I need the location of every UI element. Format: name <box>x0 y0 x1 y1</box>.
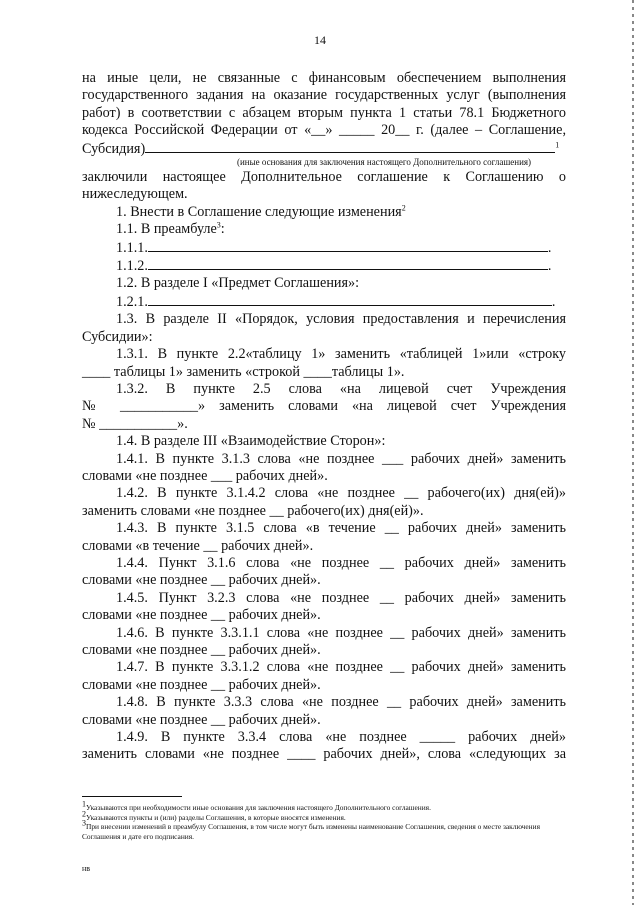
blank-line <box>145 140 555 153</box>
intro-line-subsidy <box>82 140 566 158</box>
clause-1-3-2-line: № ___________». <box>82 415 188 432</box>
footnote-ref: 2 <box>401 203 406 213</box>
footnote: $^2$Указываются пункты и (или) разделы Соглашения, в которые вносятся изменения. <box>82 809 346 822</box>
intro-line: кодекса Российской Федерации от «__» _____ 20__ г. (далее – Соглашение, <box>82 122 566 139</box>
clause-1-1-1: 1.1.1. . <box>116 239 552 256</box>
clause-1-4: 1.4. В разделе III «Взаимодействие Сторон»: <box>116 433 386 450</box>
field-caption: (иные основания для заключения настоящего Дополнительного соглашения) <box>236 157 532 168</box>
intro-line: нижеследующем. <box>82 186 188 203</box>
clause-1-4-5-line: 1.4.5. Пункт 3.2.3 слова «не позднее __ рабочих дней» заменить <box>116 589 566 606</box>
clause-1-4-5-line: словами «не позднее __ рабочих дней». <box>82 607 321 624</box>
clause-1-3-line: Субсидии»: <box>82 328 153 345</box>
clause-1-1-2: 1.1.2. . <box>116 258 552 275</box>
clause-1-4-6-line: 1.4.6. В пункте 3.3.1.1 слова «не позднее __ рабочих дней» заменить <box>116 624 566 641</box>
clause-1-4-8-line: 1.4.8. В пункте 3.3.3 слова «не позднее __ рабочих дней» заменить <box>116 694 566 711</box>
footnote-ref: 3 <box>216 220 221 230</box>
intro-line: работ) в соответствии с абзацем вторым пункта 1 статьи 78.1 Бюджетного <box>82 104 566 121</box>
clause-1-2: 1.2. В разделе I «Предмет Соглашения»: <box>116 275 360 292</box>
clause-1-3-line: 1.3. В разделе II «Порядок, условия предоставления и перечисления <box>116 311 566 328</box>
scan-page-edge <box>632 0 634 905</box>
clause-1-4-2-line: заменить словами «не позднее __ рабочего(их) дня(ей)». <box>82 502 424 519</box>
clause-1-4-4-line: словами «не позднее __ рабочих дней». <box>82 572 321 589</box>
intro-line: заключили настоящее Дополнительное соглашение к Соглашению о <box>82 169 566 186</box>
clause-1-4-6-line: словами «не позднее __ рабочих дней». <box>82 642 321 658</box>
blank-line <box>148 293 552 306</box>
footer-code: нв <box>82 864 91 873</box>
clause-1-4-2-line: 1.4.2. В пункте 3.1.4.2 слова «не позднее __ рабочего(их) дня(ей)» <box>116 485 566 502</box>
clause-1-4-3-line: 1.4.3. В пункте 3.1.5 слова «в течение __ рабочих дней» заменить <box>116 520 566 537</box>
clause-1-4-4-line: 1.4.4. Пункт 3.1.6 слова «не позднее __ рабочих дней» заменить <box>116 554 566 571</box>
clause-1-4-7-line: словами «не позднее __ рабочих дней». <box>82 676 321 693</box>
clause-1-4-9-line: заменить словами «не позднее ____ рабочих дней», слова «следующих за <box>82 746 566 763</box>
subsidy-label: Субсидия) <box>82 140 146 157</box>
footnotes <box>82 796 566 841</box>
clause-1-4-1-line: 1.4.1. В пункте 3.1.3 слова «не позднее ___ рабочих дней» заменить <box>116 450 566 467</box>
blank-line <box>148 239 548 252</box>
footnote-divider <box>82 796 182 797</box>
intro-line: на иные цели, не связанные с финансовым обеспечением выполнения <box>82 70 566 86</box>
page-number: 14 <box>314 33 326 47</box>
clause-1-4-9-line: 1.4.9. В пункте 3.3.4 слова «не позднее _____ рабочих дней» <box>116 729 566 746</box>
clause-1-3-1-line: ____ таблицы 1» заменить «строкой ____таблицы 1». <box>82 363 405 380</box>
clause-1: 1. Внести в Соглашение следующие изменения$^2$ <box>116 203 406 220</box>
intro-line: государственного задания на оказание государственных услуг (выполнения <box>82 87 566 104</box>
clause-1-4-1-line: словами «не позднее ___ рабочих дней». <box>82 467 328 484</box>
footnote-ref: 1 <box>555 139 560 149</box>
clause-1-4-7-line: 1.4.7. В пункте 3.3.1.2 слова «не позднее __ рабочих дней» заменить <box>116 659 566 676</box>
footnote: $^1$Указываются при необходимости иные основания для заключения настоящего Дополнительного соглашения. <box>82 799 431 812</box>
clause-1-4-3-line: словами «в течение __ рабочих дней». <box>82 537 314 554</box>
clause-1-3-2-line: 1.3.2. В пункте 2.5 слова «на лицевой счет Учреждения <box>116 380 566 397</box>
clause-1-4-8-line: словами «не позднее __ рабочих дней». <box>82 711 321 728</box>
clause-1-2-1: 1.2.1. . <box>116 293 556 310</box>
clause-1-3-1-line: 1.3.1. В пункте 2.2«таблицу 1» заменить «таблицей 1»или «строку <box>116 346 566 363</box>
clause-1-3-2-line: № ___________» заменить словами «на лицевой счет Учреждения <box>82 398 566 415</box>
clause-1-1: 1.1. В преамбуле$^3$: <box>116 220 225 238</box>
blank-line <box>148 257 548 270</box>
document-body <box>82 70 566 764</box>
footnote: $^3$При внесении изменений в преамбулу Соглашения, в том числе могут быть изменены наименование Соглашения, сведения о месте заключения Соглашения и дате его подписания. <box>82 818 540 841</box>
